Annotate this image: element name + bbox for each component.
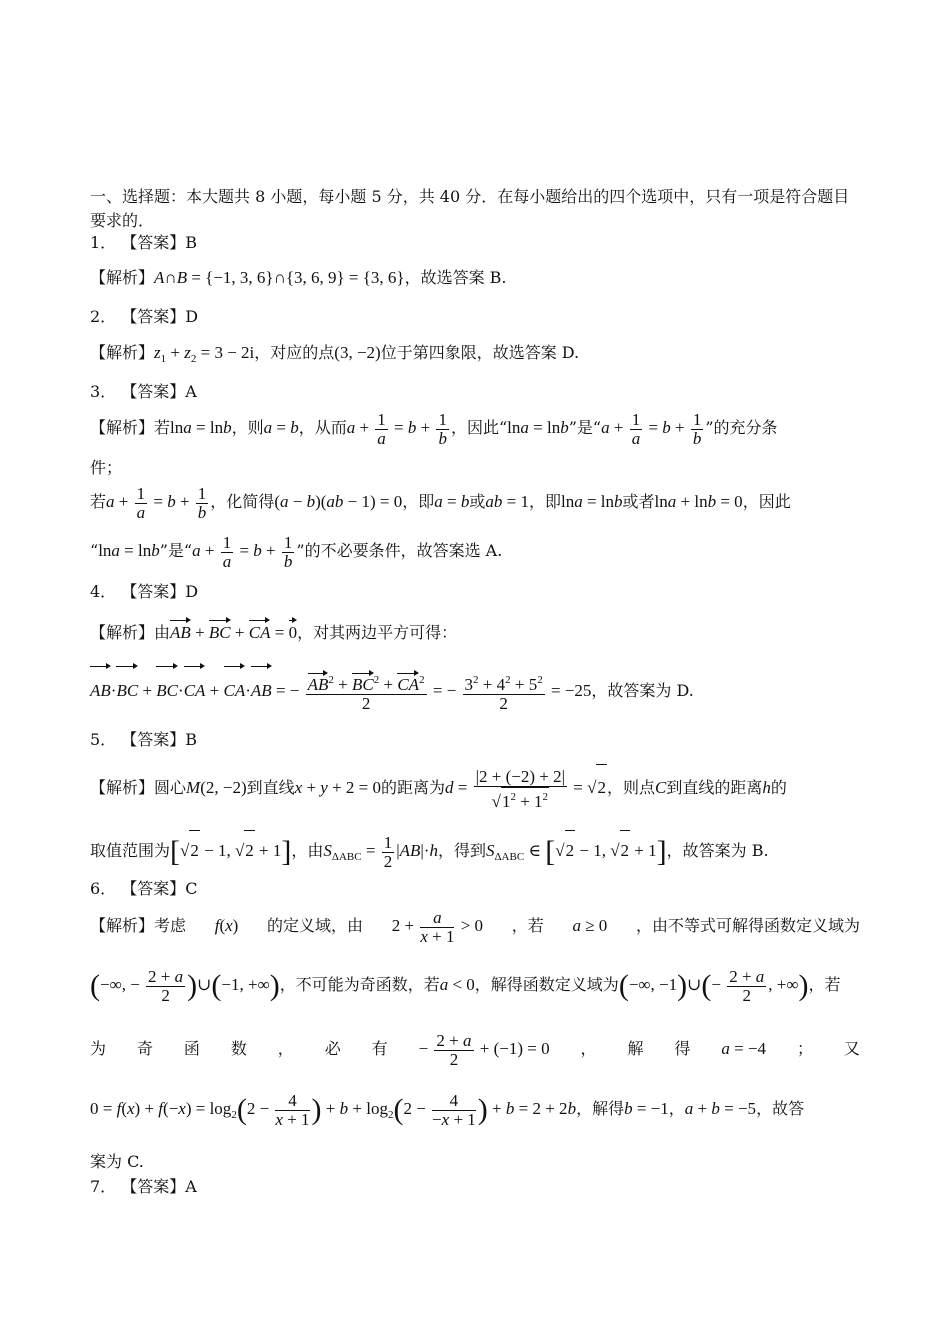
q2-analysis: 【解析】$z_1 + z_2 = 3 - 2i$，对应的点(3, −2)位于第四象限，故选答案 D.	[90, 343, 580, 365]
q1-answer: 1． 【答案】B	[90, 233, 198, 252]
q6-analysis-line1: 【解析】考虑 f(x) 的定义域，由 2 + $\frac{a}{x + 1}$ > 0 ，若 a ≥ 0 ，由不等式可解得函数定义域为	[90, 907, 860, 946]
q2-answer: 2． 【答案】D	[90, 307, 199, 326]
q3-analysis-line2: 件；	[90, 458, 123, 477]
q3-answer: 3． 【答案】A	[90, 382, 197, 401]
q6-analysis-line4: $0 = f(x) + f(-x) = \log_2(2$ − $\frac{4}{x + 1}$ ) + $b + \log_2(2$ − $\frac{4}{-x + 1}$ ) + b = 2 + 2b，解得b = −1，a + b = −5，故答	[90, 1090, 805, 1129]
q6-answer: 6． 【答案】C	[90, 879, 198, 898]
q1-analysis: 【解析】A∩B = {−1, 3, 6}∩{3, 6, 9} = {3, 6}，故选答案 B.	[90, 268, 507, 287]
q5-analysis-line1: 【解析】圆心M(2, −2)到直线x + y + 2 = 0的距离为d = $\frac{|2 + (-2) + 2|}{√1^2 + 1^2}$ = √2，则点C到直线的距离h的	[90, 764, 787, 811]
q3-analysis-line3: 若a + $\frac{1}{a}$ = b + $\frac{1}{b}$ ，化简得(a − b)(ab − 1) = 0，即a = b或ab = 1，即lna = lnb或者lna + lnb = 0，因此	[90, 483, 791, 522]
q3-analysis-line4: “lna = lnb”是“a + $\frac{1}{a}$ = b + $\frac{1}{b}$ ”的不必要条件，故答案选 A.	[90, 532, 503, 571]
section-title-line1: 一、选择题：本大题共 8 小题，每小题 5 分，共 40 分．在每小题给出的四个选项中，只有一项是符合题目	[90, 187, 850, 206]
q6-analysis-line3: 为 奇 函 数 ， 必 有 − $\frac{2 + a}{2}$ + (−1) = 0 ， 解 得 a = −4 ； 又	[90, 1030, 860, 1069]
q4-analysis-line2: AB·BC + BC·CA + CA·AB = − $\frac{AB^2 + BC^2 + CA^2}{2}$ = − $\frac{3^2 + 4^2 + 5^2}{2}$ = −25，故答案为 D.	[90, 665, 694, 713]
q6-analysis-line5: 案为 C.	[90, 1152, 144, 1171]
section-title-line2: 要求的．	[90, 211, 155, 230]
q7-answer: 7． 【答案】A	[90, 1177, 197, 1196]
q4-analysis-line1: 【解析】由AB + BC + CA = 0，对其两边平方可得：	[90, 619, 457, 643]
q4-answer: 4． 【答案】D	[90, 582, 199, 601]
q3-analysis-line1: 【解析】若lna = lnb，则a = b，从而a + $\frac{1}{a}$ = b + $\frac{1}{b}$ ，因此“lna = lnb”是“a + $\frac{1}{a}$ = b + $\frac{1}{b}$ ”的充分条	[90, 409, 778, 448]
q6-analysis-line2: (−∞, − $\frac{2 + a}{2}$ )∪(−1, +∞)，不可能为奇函数，若a < 0，解得函数定义域为(−∞, −1)∪(− $\frac{2 + a}{2}$ , +∞)，若	[90, 966, 841, 1005]
q5-answer: 5． 【答案】B	[90, 730, 198, 749]
q5-analysis-line2: 取值范围为[√2 − 1, √2 + 1]，由$S_{\Delta ABC}$ = $\frac{1}{2}$ |AB|·h，得到$S_{\Delta ABC}$ ∈ [√2 − 1, √2 + 1]，故答案为 B.	[90, 830, 769, 877]
